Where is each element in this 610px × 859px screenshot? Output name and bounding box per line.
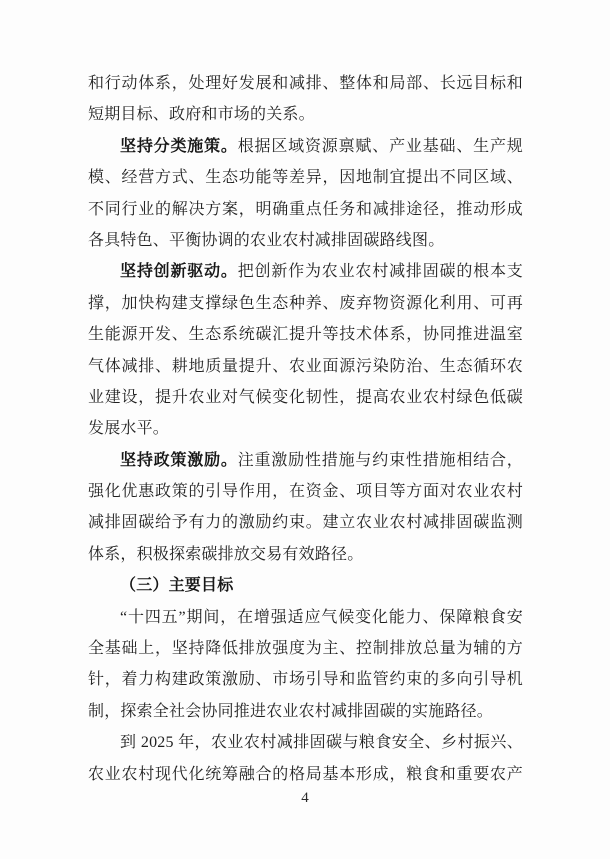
text-line <box>88 162 523 193</box>
text-line <box>88 194 523 225</box>
page-number: 4 <box>301 790 309 806</box>
text-line <box>88 351 523 382</box>
text-segment: 模、经营方式、生态功能等差异，因地制宜提出不同区域、 <box>88 169 523 187</box>
text-segment: 发展水平。 <box>88 420 170 438</box>
text-segment: 短期目标、政府和市场的关系。 <box>88 106 315 124</box>
text-line <box>88 382 523 413</box>
text-segment: 业建设，提升农业对气候变化韧性，提高农业农村绿色低碳 <box>88 388 523 406</box>
bold-lead-segment: 坚持分类施策。 <box>120 137 238 155</box>
text-line <box>88 727 523 758</box>
bold-lead-segment: 坚持创新驱动。 <box>120 263 238 281</box>
text-line <box>88 99 523 130</box>
text-segment: 全基础上，坚持降低排放强度为主、控制排放总量为辅的方 <box>88 640 523 658</box>
text-line <box>88 507 523 538</box>
text-segment: 气体减排、耕地质量提升、农业面源污染防治、生态循环农 <box>88 357 523 375</box>
bold-lead-segment: 坚持政策激励。 <box>120 451 238 469</box>
text-line <box>88 288 523 319</box>
text-segment: 注重激励性措施与约束性措施相结合， <box>237 451 523 469</box>
text-line <box>88 570 523 601</box>
text-segment: 和行动体系，处理好发展和减排、整体和局部、长远目标和 <box>88 75 523 92</box>
text-line <box>88 759 523 790</box>
text-line <box>88 696 523 727</box>
text-segment: 生能源开发、生态系统碳汇提升等技术体系，协同推进温室 <box>88 326 523 344</box>
text-line <box>88 256 523 287</box>
text-segment: 不同行业的解决方案，明确重点任务和减排途径，推动形成 <box>88 200 523 218</box>
text-segment: 减排固碳给予有力的激励约束。建立农业农村减排固碳监测 <box>88 514 523 532</box>
text-segment: 根据区域资源禀赋、产业基础、生产规 <box>237 137 523 155</box>
text-line <box>88 445 523 476</box>
text-line <box>88 225 523 256</box>
bold-lead-segment: （三）主要目标 <box>120 577 234 595</box>
document-body <box>88 68 523 790</box>
text-line <box>88 602 523 633</box>
text-segment: 各具特色、平衡协调的农业农村减排固碳路线图。 <box>88 231 445 249</box>
text-segment: 制，探索全社会协同推进农业农村减排固碳的实施路径。 <box>88 702 494 720</box>
text-line <box>88 131 523 162</box>
text-line <box>88 476 523 507</box>
text-line <box>88 413 523 444</box>
text-line <box>88 68 523 99</box>
text-segment: 体系，积极探索碳排放交易有效路径。 <box>88 545 364 563</box>
text-segment: 到 2025 年，农业农村减排固碳与粮食安全、乡村振兴、 <box>120 734 523 752</box>
text-segment: 把创新作为农业农村减排固碳的根本支 <box>237 263 523 281</box>
text-line <box>88 539 523 570</box>
text-segment: 农业农村现代化统筹融合的格局基本形成，粮食和重要农产 <box>88 765 523 783</box>
text-segment: “十四五”期间，在增强适应气候变化能力、保障粮食安 <box>120 608 523 626</box>
text-segment: 针，着力构建政策激励、市场引导和监管约束的多向引导机 <box>88 671 523 689</box>
text-line <box>88 319 523 350</box>
text-line <box>88 633 523 664</box>
text-line <box>88 664 523 695</box>
text-segment: 撑，加快构建支撑绿色生态种养、废弃物资源化利用、可再 <box>88 294 523 312</box>
text-segment: 强化优惠政策的引导作用，在资金、项目等方面对农业农村 <box>88 483 523 501</box>
